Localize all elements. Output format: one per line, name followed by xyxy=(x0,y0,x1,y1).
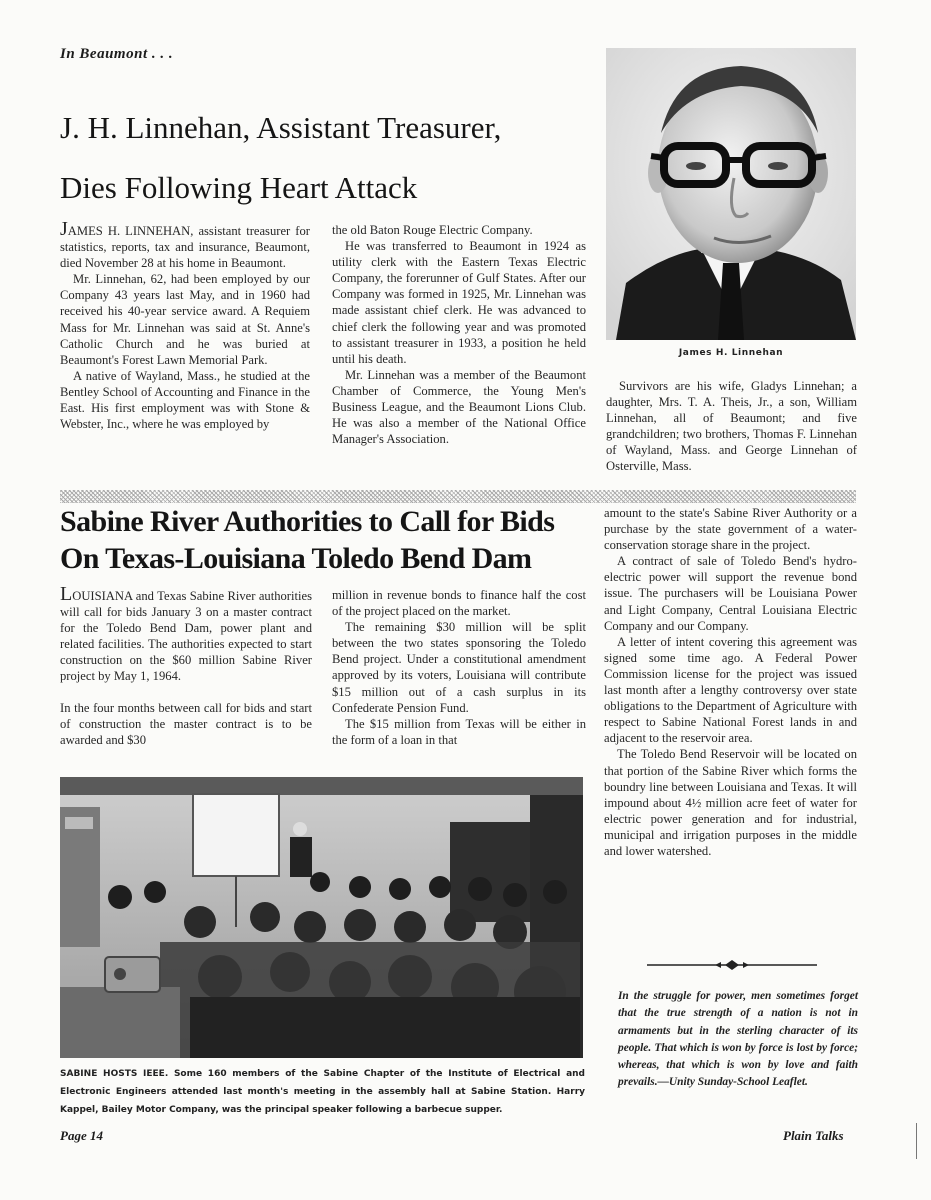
article2-col1-para1 xyxy=(60,583,312,685)
ornament-divider xyxy=(647,958,817,972)
article2-col1-para2: In the four months between call for bids and start of construction the master contract is to be awarded and $30 xyxy=(60,700,312,747)
article1-headline-line2: Dies Following Heart Attack xyxy=(60,170,418,205)
article1-headline-line1: J. H. Linnehan, Assistant Treasurer, xyxy=(60,110,502,145)
article2-headline xyxy=(60,503,600,577)
article1-headline xyxy=(60,98,600,218)
portrait-caption: James H. Linnehan xyxy=(678,348,784,358)
article2-col3-para2: A contract of sale of Toledo Bend's hydro-electric power will support the revenue bond issue. The purchasers will be Louisiana Power and Light Company, Central Louisiana Electric Company and our Company. xyxy=(604,554,857,633)
margin-line xyxy=(916,1123,917,1159)
article1-column-2 xyxy=(332,222,586,447)
article1-dropcap: J xyxy=(60,218,68,240)
article2-col3-para1: amount to the state's Sabine River Authority or a purchase by the state government of a water-conservation storage share in the project. xyxy=(604,506,857,553)
article1-col2-para3: Mr. Linnehan was a member of the Beaumont Chamber of Commerce, the Young Men's Business League, and the Beaumont Lions Club. He was also a member of the National Office Manager's Association. xyxy=(332,367,586,447)
quote: In the struggle for power, men sometimes forget that the true strength of a nation is not in armaments but in the sterling character of its people. That which is won by force is lost by force; whereas, that which is won by love and faith prevails.—Unity Sunday-School Leaflet. xyxy=(618,990,858,1089)
article2-col3-para4: The Toledo Bend Reservoir will be located on that portion of the Sabine River which forms the boundry line between Louisiana and Texas. It will impound about 4½ million acre feet of water for electric power generation and for industrial, municipal and irrigation purposes in the middle and lower watershed. xyxy=(604,747,857,858)
article2-headline-line2: On Texas-Louisiana Toledo Bend Dam xyxy=(60,542,532,575)
article2-col2-para2: The remaining $30 million will be split between the two states sponsoring the Toledo Bend project. Under a constitutional amendment approved by its voters, Louisiana will contribute $15 million out of a cash surplus in its Confederate Pension Fund. xyxy=(332,620,586,715)
article2-dropcap: L xyxy=(60,583,73,605)
article2-column-3 xyxy=(604,505,857,859)
article2-headline-line1: Sabine River Authorities to Call for Bids xyxy=(60,505,555,538)
publication-name: Plain Talks xyxy=(783,1128,844,1143)
ornament-icon xyxy=(647,958,817,972)
article1-column-1 xyxy=(60,218,310,432)
section-label: In Beaumont . . . xyxy=(60,46,174,62)
article1-col1-para3: A native of Wayland, Mass., he studied at the Bentley School of Accounting and Finance in the East. His first employment was with Stone & Webster, Inc., where he was employed by xyxy=(60,368,310,432)
article1-col1-para2: Mr. Linnehan, 62, had been employed by our Company 43 years last May, and in 1960 had received his 40-year service award. A Requiem Mass for Mr. Linnehan was said at St. Anne's Catholic Church and he was buried at Beaumont's Forest Lawn Memorial Park. xyxy=(60,272,310,367)
article2-col1-para1-text: OUISIANA and Texas Sabine River authorities will call for bids January 3 on a master contract for the Toledo Bend Dam, power plant and related facilities. The authorities expected to start construction on the $60 million Sabine River project by May 1, 1964. xyxy=(60,589,312,684)
article2-col3-para3: A letter of intent covering this agreement was signed some time ago. A Federal Power Commission license for the project was issued last month after a lengthy controversy over state obligations to the Department of Agriculture with respect to Sabine National Forest lands in and adjacent to the reservoir area. xyxy=(604,634,857,746)
article2-col2-para1: million in revenue bonds to finance half the cost of the project placed on the market. xyxy=(332,588,586,619)
article1-col1-para1 xyxy=(60,218,310,271)
meeting-photo-caption: SABINE HOSTS IEEE. Some 160 members of the Sabine Chapter of the Institute of Electrical and Electronic Engineers attended last month's meeting in the assembly hall at Sabine Station. Harry Kappel, Bailey Motor Company, was the principal speaker following a barbecue supper. xyxy=(60,1069,585,1115)
article2-column-1 xyxy=(60,583,312,748)
article1-col1-para1-text: AMES H. LINNEHAN, assistant treasurer for statistics, reports, tax and insurance, Beaumont, died November 28 at his home in Beaumont. xyxy=(60,224,310,271)
portrait-photo xyxy=(606,48,856,340)
article1-col3-para1: Survivors are his wife, Gladys Linnehan; a daughter, Mrs. T. A. Theis, Jr., a son, William Linnehan, all of Beaumont; and five grandchildren; two brothers, Thomas F. Linnehan of Wayland, Mass. and George Linnehan of Osterville, Mass. xyxy=(606,379,857,474)
page-number: Page 14 xyxy=(60,1128,103,1143)
meeting-photo xyxy=(60,777,583,1058)
article2-column-2 xyxy=(332,587,586,748)
article2-col2-para3: The $15 million from Texas will be either in the form of a loan in that xyxy=(332,716,586,747)
section-divider xyxy=(60,490,856,503)
article1-column-3 xyxy=(606,378,857,475)
meeting-illustration xyxy=(60,777,583,1058)
portrait-illustration xyxy=(606,48,856,340)
article1-col2-para1: the old Baton Rouge Electric Company. xyxy=(332,223,533,237)
article1-col2-para2: He was transferred to Beaumont in 1924 as utility clerk with the Eastern Texas Electric Company, the forerunner of Gulf States. After our Company was formed in 1925, Mr. Linnehan was made assistant chief clerk. He was advanced to chief clerk the following year and was promoted to assistant treasurer in 1933, a position he held until his death. xyxy=(332,239,586,366)
